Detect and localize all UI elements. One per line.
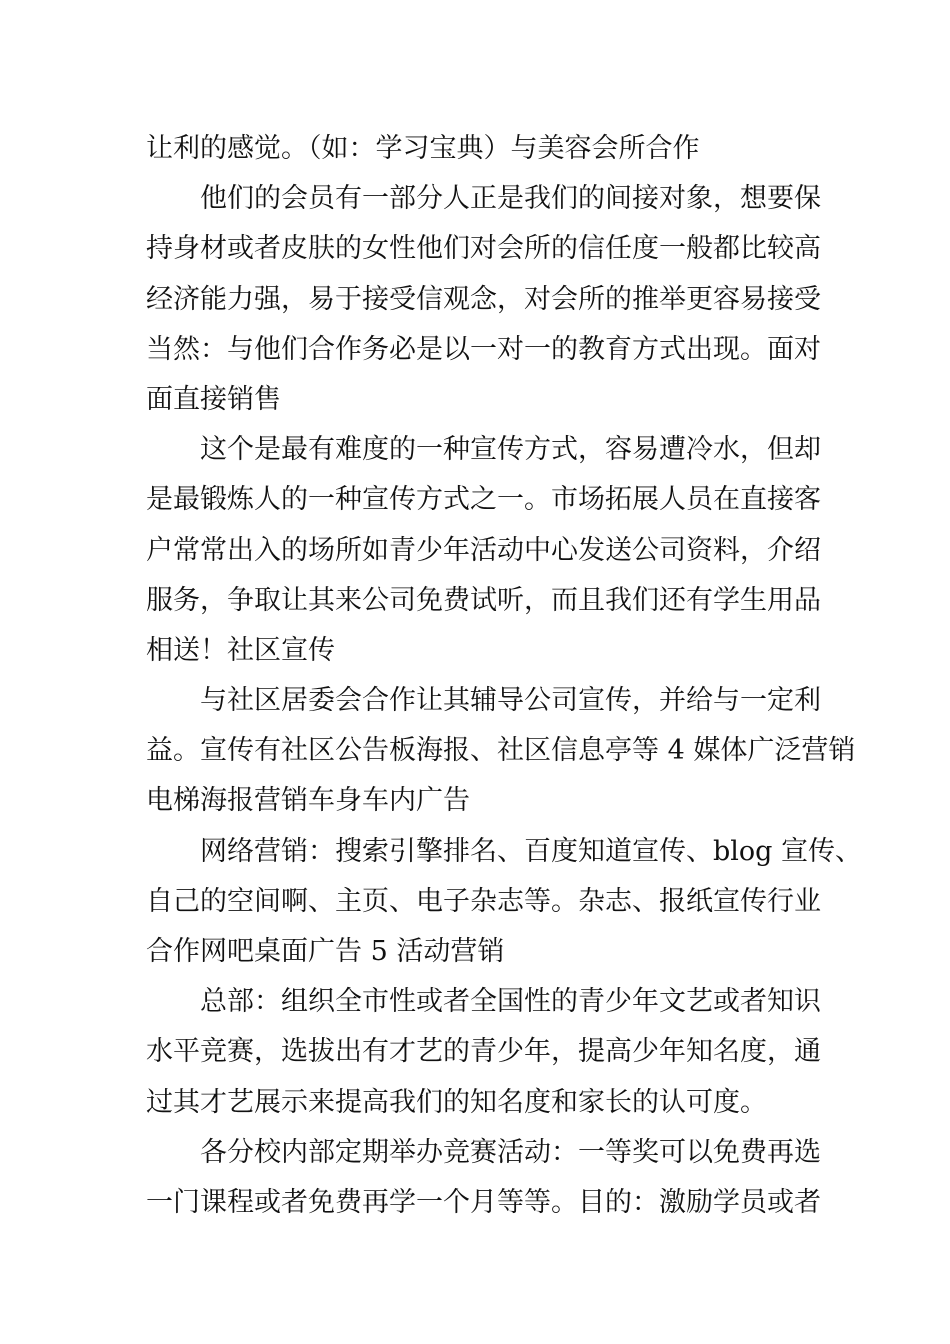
text-line: 面直接销售 [146, 383, 281, 415]
text-line: 与社区居委会合作让其辅导公司宣传，并给与一定利 [200, 685, 821, 717]
text-line: 合作网吧桌面广告 5 活动营销 [146, 936, 505, 967]
text-line: 户常常出入的场所如青少年活动中心发送公司资料，介绍 [146, 534, 821, 566]
text-line: 经济能力强，易于接受信观念，对会所的推举更容易接受 [146, 283, 821, 315]
text-line: 益。宣传有社区公告板海报、社区信息亭等 4 媒体广泛营销 [146, 735, 856, 767]
text-line: 电梯海报营销车身车内广告 [146, 785, 470, 817]
text-line: 是最锻炼人的一种宣传方式之一。市场拓展人员在直接客 [146, 484, 821, 516]
text-line: 持身材或者皮肤的女性他们对会所的信任度一般都比较高 [146, 233, 821, 265]
text-line: 自己的空间啊、主页、电子杂志等。杂志、报纸宣传行业 [146, 885, 821, 917]
text-line: 让利的感觉。（如：学习宝典）与美容会所合作 [146, 133, 700, 164]
text-line: 过其才艺展示来提高我们的知名度和家长的认可度。 [146, 1086, 767, 1118]
text-line: 他们的会员有一部分人正是我们的间接对象，想要保 [200, 183, 821, 215]
text-line: 相送！社区宣传 [146, 634, 335, 666]
text-line: 这个是最有难度的一种宣传方式，容易遭冷水，但却 [200, 434, 821, 466]
document-body [146, 124, 863, 1228]
text-line: 总部：组织全市性或者全国性的青少年文艺或者知识 [200, 986, 821, 1018]
text-line: 当然：与他们合作务必是以一对一的教育方式出现。面对 [146, 333, 821, 365]
text-line: 一门课程或者免费再学一个月等等。目的：激励学员或者 [146, 1186, 821, 1218]
text-line: 网络营销：搜索引擎排名、百度知道宣传、blog 宣传、 [200, 835, 863, 867]
text-line: 水平竞赛，选拔出有才艺的青少年，提高少年知名度，通 [146, 1036, 821, 1068]
text-line: 各分校内部定期举办竞赛活动：一等奖可以免费再选 [200, 1136, 821, 1168]
text-line: 服务，争取让其来公司免费试听，而且我们还有学生用品 [146, 584, 821, 616]
